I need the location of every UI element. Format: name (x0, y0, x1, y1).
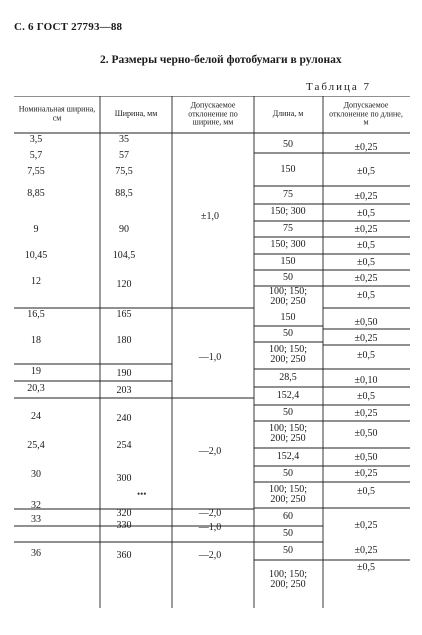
cell-nominal-width: 36 (31, 548, 41, 559)
cell-length: 60 (283, 511, 293, 522)
cell-nominal-width: 9 (33, 224, 39, 235)
table-number: Таблица 7 (306, 81, 372, 93)
cell-width-mm: 240 (116, 413, 132, 424)
cell-nominal-width: 20,3 (27, 383, 45, 394)
cell-length: 75 (283, 189, 293, 200)
cell-length-tolerance: ±0,50 (354, 452, 378, 463)
cell-length: 50 (283, 328, 293, 339)
cell-length-tolerance: ±0,5 (357, 562, 375, 573)
cell-length-tolerance: ±0,5 (357, 208, 375, 219)
cell-width-tolerance: ±1,0 (201, 211, 219, 222)
cell-length-tolerance: ±0,25 (354, 545, 378, 556)
cell-nominal-width: 10,45 (24, 250, 48, 261)
cell-nominal-width: 5,7 (29, 150, 43, 161)
cell-length: 150 (280, 256, 296, 267)
cell-length: 100; 150; 200; 250 (268, 423, 308, 444)
cell-nominal-width: 32 (31, 500, 41, 511)
cell-length: 100; 150; 200; 250 (268, 484, 308, 505)
cell-length: 50 (283, 407, 293, 418)
cell-width-mm: 330 (116, 520, 132, 531)
section-title: 2. Размеры черно-белой фотобумаги в рулонах (100, 54, 342, 66)
cell-width-tolerance: —1,0 (198, 352, 222, 363)
cell-length-tolerance: ±0,5 (357, 290, 375, 301)
cell-width-mm: 300 (116, 473, 132, 484)
cell-length-tolerance: ±0,5 (357, 240, 375, 251)
cell-length: 150; 300 (270, 239, 306, 250)
cell-length: 152,4 (276, 451, 300, 462)
cell-width-mm: 75,5 (115, 166, 133, 177)
cell-length-tolerance: ±0,10 (354, 375, 378, 386)
cell-width-mm: 360 (116, 550, 132, 561)
cell-length-tolerance: ±0,25 (354, 142, 378, 153)
cell-length-tolerance: ±0,25 (354, 273, 378, 284)
cell-length-tolerance: ±0,50 (354, 317, 378, 328)
cell-length-tolerance: ±0,25 (354, 224, 378, 235)
cell-length-tolerance: ±0,50 (354, 428, 378, 439)
cell-width-mm: 190 (116, 368, 132, 379)
cell-nominal-width: 16,5 (27, 309, 45, 320)
cell-length: 50 (283, 468, 293, 479)
cell-width-mm: 104,5 (112, 250, 136, 261)
cell-length: 100; 150; 200; 250 (268, 286, 308, 307)
cell-nominal-width: 19 (31, 366, 41, 377)
cell-nominal-width: 12 (31, 276, 41, 287)
cell-length-tolerance: ±0,25 (354, 468, 378, 479)
cell-length-tolerance: ±0,5 (357, 391, 375, 402)
cell-nominal-width: 8,85 (27, 188, 45, 199)
cell-length: 150 (280, 312, 296, 323)
cell-length: 50 (283, 139, 293, 150)
dimensions-table (14, 96, 410, 614)
cell-length-tolerance: ±0,5 (357, 350, 375, 361)
cell-nominal-width: 7,55 (27, 166, 45, 177)
cell-length: 50 (283, 272, 293, 283)
cell-nominal-width: 30 (31, 469, 41, 480)
cell-length: 100; 150; 200; 250 (268, 344, 308, 365)
cell-length: 50 (283, 528, 293, 539)
col-header-width-tolerance: Допускаемое отклонение по ширине, мм (188, 100, 238, 127)
cell-length-tolerance: ±0,5 (357, 486, 375, 497)
cell-length-tolerance: ±0,25 (354, 520, 378, 531)
cell-width-tolerance: —2,0 (198, 550, 222, 561)
col-header-length: Длина, м (272, 108, 304, 118)
cell-width-mm: 90 (119, 224, 129, 235)
cell-length: 50 (283, 545, 293, 556)
cell-nominal-width: 3,5 (29, 134, 43, 145)
cell-width-tolerance: —2,0 (198, 446, 222, 457)
cell-width-tolerance: —1,0 (198, 522, 222, 533)
col-header-length-tolerance: Допускаемое отклонение по длине, м (329, 100, 403, 127)
cell-width-mm: 35 (119, 134, 129, 145)
cell-width-mm: 57 (119, 150, 129, 161)
cell-width-tolerance: —2,0 (198, 508, 222, 519)
cell-length: 150 (280, 164, 296, 175)
col-header-width-mm: Ширина, мм (114, 108, 158, 118)
cell-width-mm: 320 (116, 508, 132, 519)
ink-smudge: ••• (137, 489, 147, 499)
col-header-nominal-width: Номинальная ширина, см (18, 104, 96, 122)
cell-length: 28,5 (279, 372, 297, 383)
cell-length-tolerance: ±0,5 (357, 166, 375, 177)
cell-width-mm: 203 (116, 385, 132, 396)
cell-length: 152,4 (276, 390, 300, 401)
cell-nominal-width: 33 (31, 514, 41, 525)
cell-nominal-width: 18 (31, 335, 41, 346)
cell-width-mm: 120 (116, 279, 132, 290)
cell-width-mm: 180 (116, 335, 132, 346)
cell-length: 100; 150; 200; 250 (268, 569, 308, 590)
cell-nominal-width: 25,4 (27, 440, 45, 451)
cell-length-tolerance: ±0,25 (354, 333, 378, 344)
cell-length: 75 (283, 223, 293, 234)
cell-length: 150; 300 (270, 206, 306, 217)
cell-length-tolerance: ±0,25 (354, 191, 378, 202)
cell-width-mm: 165 (116, 309, 132, 320)
cell-nominal-width: 24 (31, 411, 41, 422)
cell-length-tolerance: ±0,5 (357, 257, 375, 268)
cell-width-mm: 254 (116, 440, 132, 451)
cell-width-mm: 88,5 (115, 188, 133, 199)
cell-length-tolerance: ±0,25 (354, 408, 378, 419)
page-header: С. 6 ГОСТ 27793—88 (14, 21, 123, 33)
